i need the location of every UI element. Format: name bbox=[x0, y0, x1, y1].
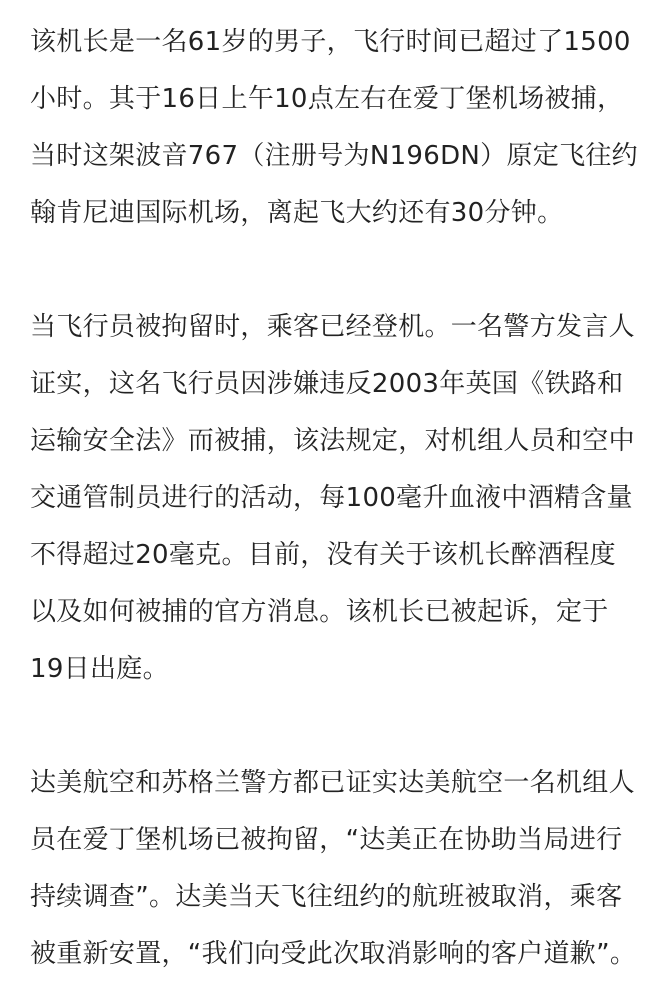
paragraph-1-line-3: 当时这架波音767（注册号为N196DN）原定飞往约 bbox=[30, 141, 638, 171]
paragraph-3-line-4: 被重新安置，“我们向受此次取消影响的客户道歉”。 bbox=[30, 939, 637, 969]
paragraph-2-line-5: 不得超过20毫克。目前，没有关于该机长醉酒程度 bbox=[30, 540, 616, 570]
paragraph-2-line-3: 运输安全法》而被捕，该法规定，对机组人员和空中 bbox=[30, 426, 635, 456]
paragraph-2-line-4: 交通管制员进行的活动，每100毫升血液中酒精含量 bbox=[30, 483, 633, 513]
paragraph-2-line-7: 19日出庭。 bbox=[30, 654, 169, 684]
paragraph-2-line-1: 当飞行员被拘留时，乘客已经登机。一名警方发言人 bbox=[30, 312, 635, 342]
paragraph-2-line-6: 以及如何被捕的官方消息。该机长已被起诉，定于 bbox=[30, 597, 609, 627]
paragraph-3-line-2: 员在爱丁堡机场已被拘留，“达美正在协助当局进行 bbox=[30, 825, 623, 855]
paragraph-1-line-1: 该机长是一名61岁的男子，飞行时间已超过了1500 bbox=[30, 27, 631, 57]
paragraph-1-line-2: 小时。其于16日上午10点左右在爱丁堡机场被捕， bbox=[30, 84, 624, 114]
paragraph-2-line-2: 证实，这名飞行员因涉嫌违反2003年英国《铁路和 bbox=[30, 369, 624, 399]
paragraph-3-line-1: 达美航空和苏格兰警方都已证实达美航空一名机组人 bbox=[30, 768, 635, 798]
paragraph-3-line-3: 持续调查”。达美当天飞往纽约的航班被取消，乘客 bbox=[30, 882, 623, 912]
paragraph-1-line-4: 翰肯尼迪国际机场，离起飞大约还有30分钟。 bbox=[30, 198, 564, 228]
